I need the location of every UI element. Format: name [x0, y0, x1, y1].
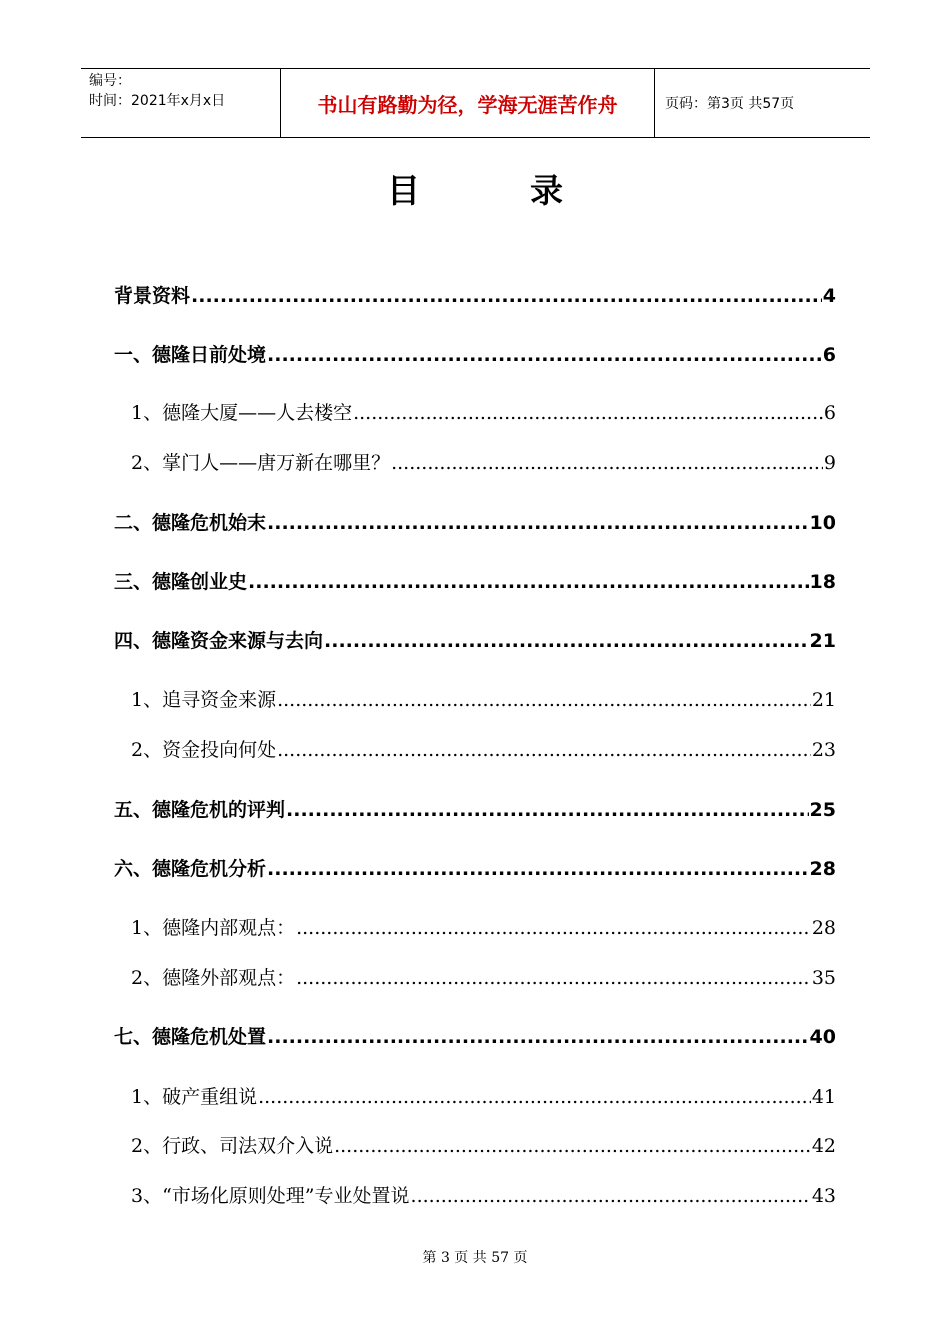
toc-entry-label: 四、德隆资金来源与去向 — [114, 630, 324, 652]
toc-entry-label: 背景资料 — [114, 285, 191, 307]
toc-entry-page: 21 — [811, 689, 836, 711]
toc-entry-label: 1、破产重组说 — [131, 1086, 258, 1108]
toc-entry-page: 40 — [809, 1026, 836, 1048]
toc-entry[interactable] — [114, 340, 836, 370]
toc-entry[interactable] — [114, 508, 836, 538]
toc-leader-dots — [324, 630, 809, 652]
toc-entry-label: 六、德隆危机分析 — [114, 858, 267, 880]
toc-leader-dots — [258, 1086, 811, 1108]
toc-leader-dots — [411, 1185, 811, 1207]
toc-leader-dots — [267, 858, 809, 880]
toc-leader-dots — [286, 799, 809, 821]
toc-entry[interactable] — [131, 398, 836, 428]
toc-entry-label: 五、德隆危机的评判 — [114, 799, 286, 821]
header-page-info: 页码：第3页 共57页 — [665, 96, 795, 112]
toc-entry-label: 1、德隆大厦——人去楼空 — [131, 402, 353, 424]
toc-entry-page: 9 — [823, 452, 836, 474]
toc-leader-dots — [296, 967, 811, 989]
toc-entry-label: 2、行政、司法双介入说 — [131, 1135, 334, 1157]
toc-entry-page: 4 — [822, 285, 836, 307]
toc-leader-dots — [191, 285, 822, 307]
toc-entry[interactable] — [131, 685, 836, 715]
toc-entry-page: 43 — [811, 1185, 836, 1207]
toc-entry-label: 二、德隆危机始末 — [114, 512, 267, 534]
toc-leader-dots — [391, 452, 823, 474]
toc-entry-page: 6 — [822, 344, 836, 366]
toc-entry[interactable] — [114, 626, 836, 656]
toc-leader-dots — [267, 512, 809, 534]
toc-leader-dots — [248, 571, 809, 593]
toc-entry-page: 28 — [811, 917, 836, 939]
toc-leader-dots — [296, 917, 811, 939]
toc-entry[interactable] — [131, 1131, 836, 1161]
toc-entry-page: 28 — [809, 858, 836, 880]
toc-entry-label: 2、资金投向何处 — [131, 739, 277, 761]
toc-entry[interactable] — [131, 1082, 836, 1112]
toc-entry[interactable] — [114, 854, 836, 884]
toc-entry[interactable] — [131, 913, 836, 943]
toc-entry-label: 1、追寻资金来源 — [131, 689, 277, 711]
toc-leader-dots — [277, 689, 811, 711]
toc-entry-label: 1、德隆内部观点： — [131, 917, 296, 939]
toc-entry[interactable] — [131, 963, 836, 993]
toc-leader-dots — [277, 739, 811, 761]
toc-entry[interactable] — [131, 448, 836, 478]
toc-entry[interactable] — [114, 795, 836, 825]
toc-entry-page: 25 — [809, 799, 836, 821]
toc-entry-page: 35 — [811, 967, 836, 989]
toc-entry[interactable] — [131, 1181, 836, 1211]
toc-title: 目录 — [387, 171, 673, 210]
toc-entry[interactable] — [114, 567, 836, 597]
toc-entry-page: 18 — [809, 571, 836, 593]
page-footer: 第 3 页 共 57 页 — [422, 1250, 528, 1266]
toc-leader-dots — [267, 344, 822, 366]
toc-entry-page: 21 — [809, 630, 836, 652]
toc-entry[interactable] — [131, 735, 836, 765]
toc-entry-label: 一、德隆日前处境 — [114, 344, 267, 366]
toc-entry-label: 七、德隆危机处置 — [114, 1026, 267, 1048]
toc-entry[interactable] — [114, 1022, 836, 1052]
toc-entry-page: 23 — [811, 739, 836, 761]
header-number: 编号： — [89, 73, 131, 89]
header-time: 时间：2021年x月x日 — [89, 93, 226, 109]
header-motto: 书山有路勤为径，学海无涯苦作舟 — [281, 69, 655, 137]
toc-entry-label: 三、德隆创业史 — [114, 571, 248, 593]
page-header — [81, 68, 870, 138]
toc-entry-label: 2、德隆外部观点： — [131, 967, 296, 989]
toc-entry-page: 42 — [811, 1135, 836, 1157]
toc-leader-dots — [353, 402, 823, 424]
toc-entry-label: 3、“市场化原则处理”专业处置说 — [131, 1185, 410, 1207]
toc-entry-page: 10 — [809, 512, 836, 534]
toc-entry-page: 41 — [811, 1086, 836, 1108]
header-meta — [81, 69, 281, 137]
toc-leader-dots — [334, 1135, 811, 1157]
toc-leader-dots — [267, 1026, 809, 1048]
toc-entry-page: 6 — [823, 402, 836, 424]
toc-entry-label: 2、掌门人——唐万新在哪里？ — [131, 452, 391, 474]
toc-entry[interactable] — [114, 281, 836, 311]
